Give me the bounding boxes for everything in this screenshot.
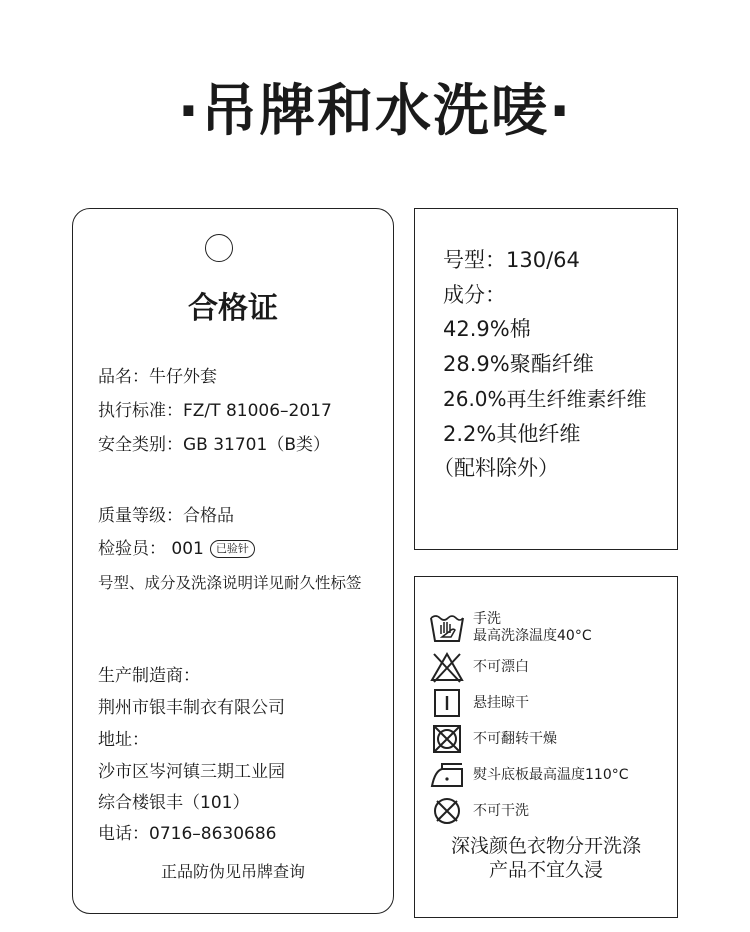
product-name: 品名：牛仔外套 [98, 367, 217, 387]
care-row-no-dry-clean [429, 795, 529, 827]
care-text-iron: 熨斗底板最高温度110°C [473, 766, 629, 783]
care-note-1: 深浅颜色衣物分开洗涤 [450, 835, 641, 857]
no-dry-clean-icon [429, 795, 465, 827]
anti-counterfeit-note: 正品防伪见吊牌查询 [160, 862, 305, 881]
label-note: 号型、成分及洗涤说明详见耐久性标签 [98, 574, 362, 592]
certificate-heading: 合格证 [188, 291, 278, 326]
tag-hole [205, 234, 233, 262]
hang-tag [72, 208, 394, 914]
care-row-hand-wash [429, 611, 592, 645]
quality-grade: 质量等级：合格品 [98, 506, 234, 526]
care-note-2: 产品不宜久浸 [488, 859, 603, 881]
fiber-regenerated: 26.0%再生纤维素纤维 [443, 387, 647, 411]
care-text-hang-dry: 悬挂晾干 [473, 694, 529, 711]
care-row-hang-dry [429, 687, 529, 719]
page-title: ·吊牌和水洗唛· [177, 79, 573, 144]
hang-dry-icon [429, 687, 465, 719]
address-label: 地址： [98, 730, 149, 750]
care-label [414, 576, 678, 918]
size: 号型：130/64 [443, 248, 580, 272]
inspector [98, 537, 255, 561]
hand-wash-icon [429, 612, 465, 644]
phone: 电话：0716–8630686 [98, 824, 277, 844]
needle-checked-stamp: 已验针 [210, 540, 255, 558]
fiber-cotton: 42.9%棉 [443, 317, 531, 341]
no-bleach-icon [429, 651, 465, 683]
fiber-polyester: 28.9%聚酯纤维 [443, 352, 594, 376]
exclusion-note: （配料除外） [433, 456, 559, 480]
care-text-no-bleach: 不可漂白 [473, 658, 529, 675]
maker-label: 生产制造商： [98, 666, 200, 686]
care-row-no-tumble-dry [429, 723, 557, 755]
composition-label [414, 208, 678, 550]
address-line-2: 综合楼银丰（101） [98, 793, 250, 813]
no-tumble-dry-icon [429, 723, 465, 755]
care-row-iron [429, 759, 629, 791]
inspector-text: 检验员： 001 [98, 539, 204, 559]
care-text-hand-wash: 手洗 最高洗涤温度40°C [473, 611, 592, 644]
fiber-other: 2.2%其他纤维 [443, 422, 581, 446]
standard: 执行标准：FZ/T 81006–2017 [98, 401, 332, 421]
care-text-no-tumble-dry: 不可翻转干燥 [473, 730, 557, 747]
care-row-no-bleach [429, 651, 529, 683]
safety-category: 安全类别：GB 31701（B类） [98, 435, 330, 455]
care-text-no-dry-clean: 不可干洗 [473, 802, 529, 819]
address-line-1: 沙市区岑河镇三期工业园 [98, 762, 285, 782]
maker: 荆州市银丰制衣有限公司 [98, 698, 285, 718]
iron-icon [429, 759, 465, 791]
composition-heading: 成分： [443, 283, 506, 307]
